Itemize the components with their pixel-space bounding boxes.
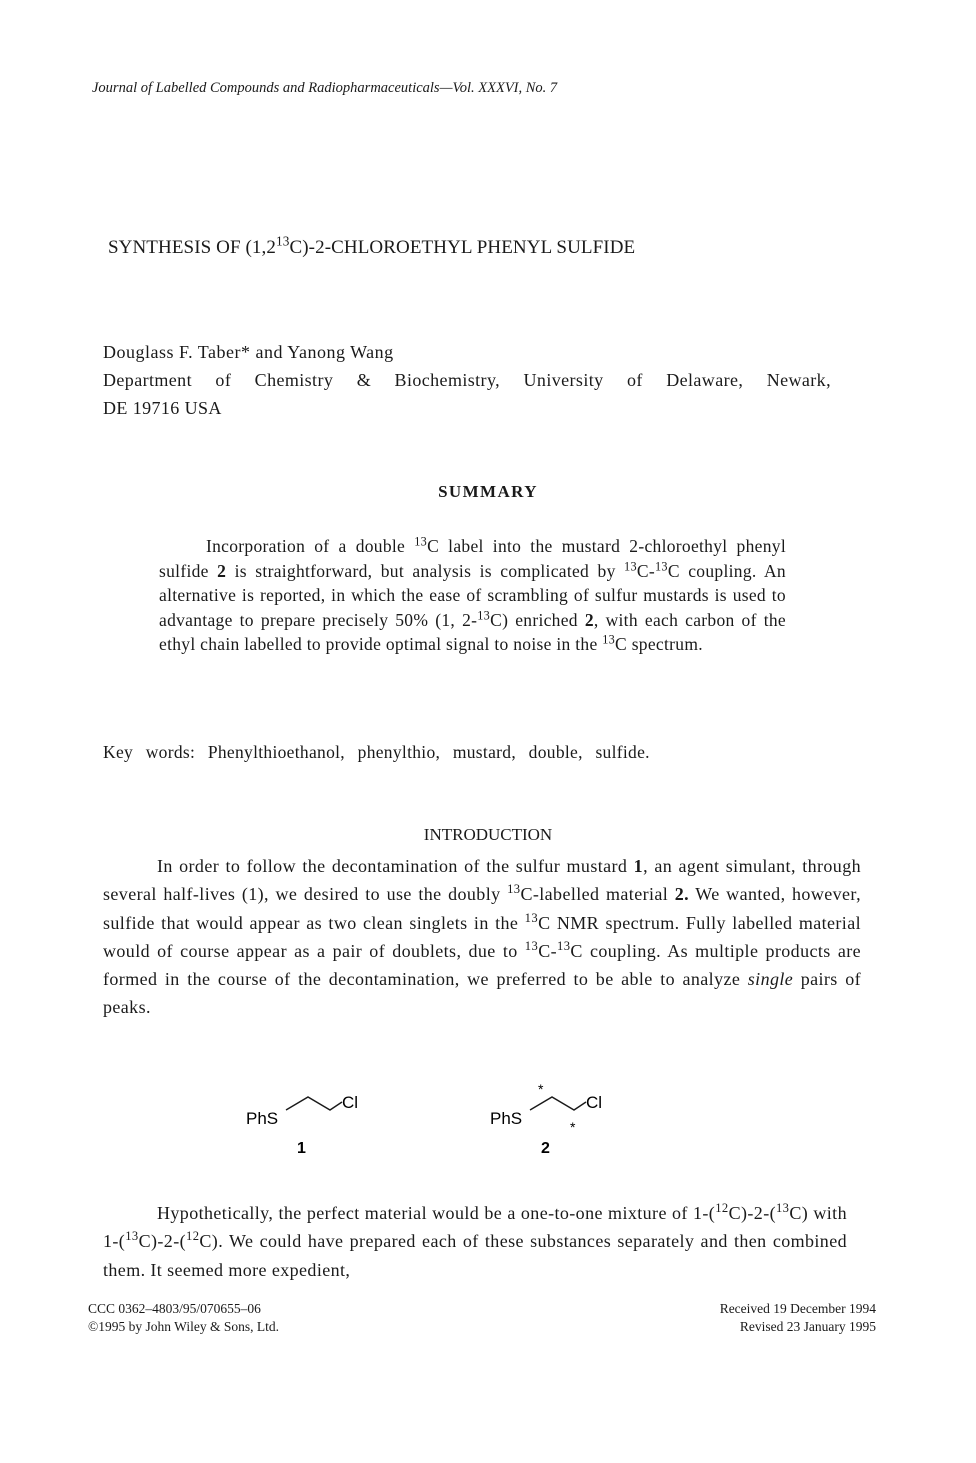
title-sup: 13 [275,233,290,249]
footer-ccc: CCC 0362–4803/95/070655–06 [88,1301,261,1316]
summary-t3: is straightforward, but analysis is complicated by [226,560,625,581]
footer-received: Received 19 December 1994 [719,1301,876,1316]
structure-2 [484,1080,624,1160]
intro-t2: , an agent simulant, through several half-lives (1), we desired to use the doubly [103,856,861,905]
structure-1-phs: PhS [246,1109,279,1128]
affiliation-line1: Department of Chemistry & Biochemistry, University of Delaware, Newark, [103,370,831,390]
intro-t7: C coupling. As multiple products are formed in the course of the decontamination, we preferred to be able to analyze [103,940,861,990]
hypo-s3: 13 [125,1229,139,1244]
intro-t4: We wanted, however, sulfide that would appear as two clean singlets in the [103,884,861,933]
structure-2-asterisk-top: * [538,1081,544,1097]
journal-header: Journal of Labelled Compounds and Radiopharmaceuticals—Vol. XXXVI, No. 7 [92,80,558,96]
footer-right [720,1300,876,1336]
hypo-s1: 12 [715,1201,729,1216]
affiliation-line2: DE 19716 USA [103,398,222,418]
intro-t3: C-labelled material [520,884,675,905]
summary-s4: 13 [477,608,491,623]
structure-2-phs: PhS [490,1109,523,1128]
footer-revised: Revised 23 January 1995 [739,1319,876,1334]
intro-s2: 13 [524,910,539,925]
summary-s5: 13 [602,632,616,647]
structure-2-asterisk-bottom: * [570,1119,576,1135]
footer-left [88,1300,279,1336]
summary-t5: C coupling. An alternative is reported, in which the ease of scrambling of sulfur mustards is used to advantage to prepare precisely 50% (1, 2- [159,560,786,630]
summary-b2: 2 [584,609,594,630]
summary-s1: 13 [414,534,428,549]
structure-2-number: 2 [541,1140,550,1157]
summary-paragraph [159,534,786,657]
hypothetical-paragraph [103,1199,847,1284]
intro-t1: In order to follow the decontamination of the sulfur mustard [157,856,634,876]
intro-b2: 2. [674,884,690,905]
summary-t1: Incorporation of a double [206,536,415,556]
structure-1-cl: Cl [342,1093,359,1112]
intro-s1: 13 [507,882,521,897]
intro-t8: pairs of peaks. [103,969,861,1018]
intro-t6: C- [538,940,557,961]
structure-2-cl: Cl [586,1093,603,1112]
intro-s3: 13 [524,938,539,953]
hypo-s2: 13 [775,1201,790,1216]
keywords: Key words: Phenylthioethanol, phenylthio, mustard, double, sulfide. [103,742,650,762]
intro-s4: 13 [557,938,571,953]
hypo-t3: C) with 1-( [103,1203,847,1252]
summary-s3: 13 [655,558,668,573]
structure-2-chain [530,1097,586,1110]
introduction-heading: INTRODUCTION [423,825,553,844]
hypo-s4: 12 [186,1229,200,1244]
summary-t7: , with each carbon of the ethyl chain labelled to provide optimal signal to noise in the [159,609,786,655]
intro-i1: single [747,969,794,990]
hypo-t4: C)-2-( [138,1231,186,1252]
hypo-t2: C)-2-( [728,1203,776,1223]
summary-t2: C label into the mustard 2-chloroethyl phenyl sulfide [159,536,786,581]
structure-1-chain [286,1097,342,1110]
structure-1-number: 1 [297,1140,306,1157]
title-part2: C)-2-CHLOROETHYL PHENYL SULFIDE [289,237,636,258]
hypo-t5: C). We could have prepared each of these substances separately and then combined them. It seemed more expedient, [103,1231,847,1280]
intro-t5: C NMR spectrum. Fully labelled material would of course appear as a pair of doublets, due to [103,912,862,961]
authors: Douglass F. Taber* and Yanong Wang [103,342,394,362]
summary-b1: 2 [217,560,227,581]
introduction-paragraph [103,852,861,1022]
footer-copyright: ©1995 by John Wiley & Sons, Ltd. [88,1319,279,1334]
summary-t4: C- [636,560,655,581]
intro-b1: 1 [633,856,644,876]
paper-title [108,233,636,259]
summary-t6: C) enriched [490,609,585,630]
structure-1 [240,1086,380,1158]
hypo-t1: Hypothetically, the perfect material would be a one-to-one mixture of 1-( [157,1203,716,1223]
summary-heading: SUMMARY [438,482,538,501]
summary-t8: C spectrum. [615,634,703,655]
summary-s2: 13 [624,558,637,573]
title-part1: SYNTHESIS OF (1,2 [108,237,276,258]
